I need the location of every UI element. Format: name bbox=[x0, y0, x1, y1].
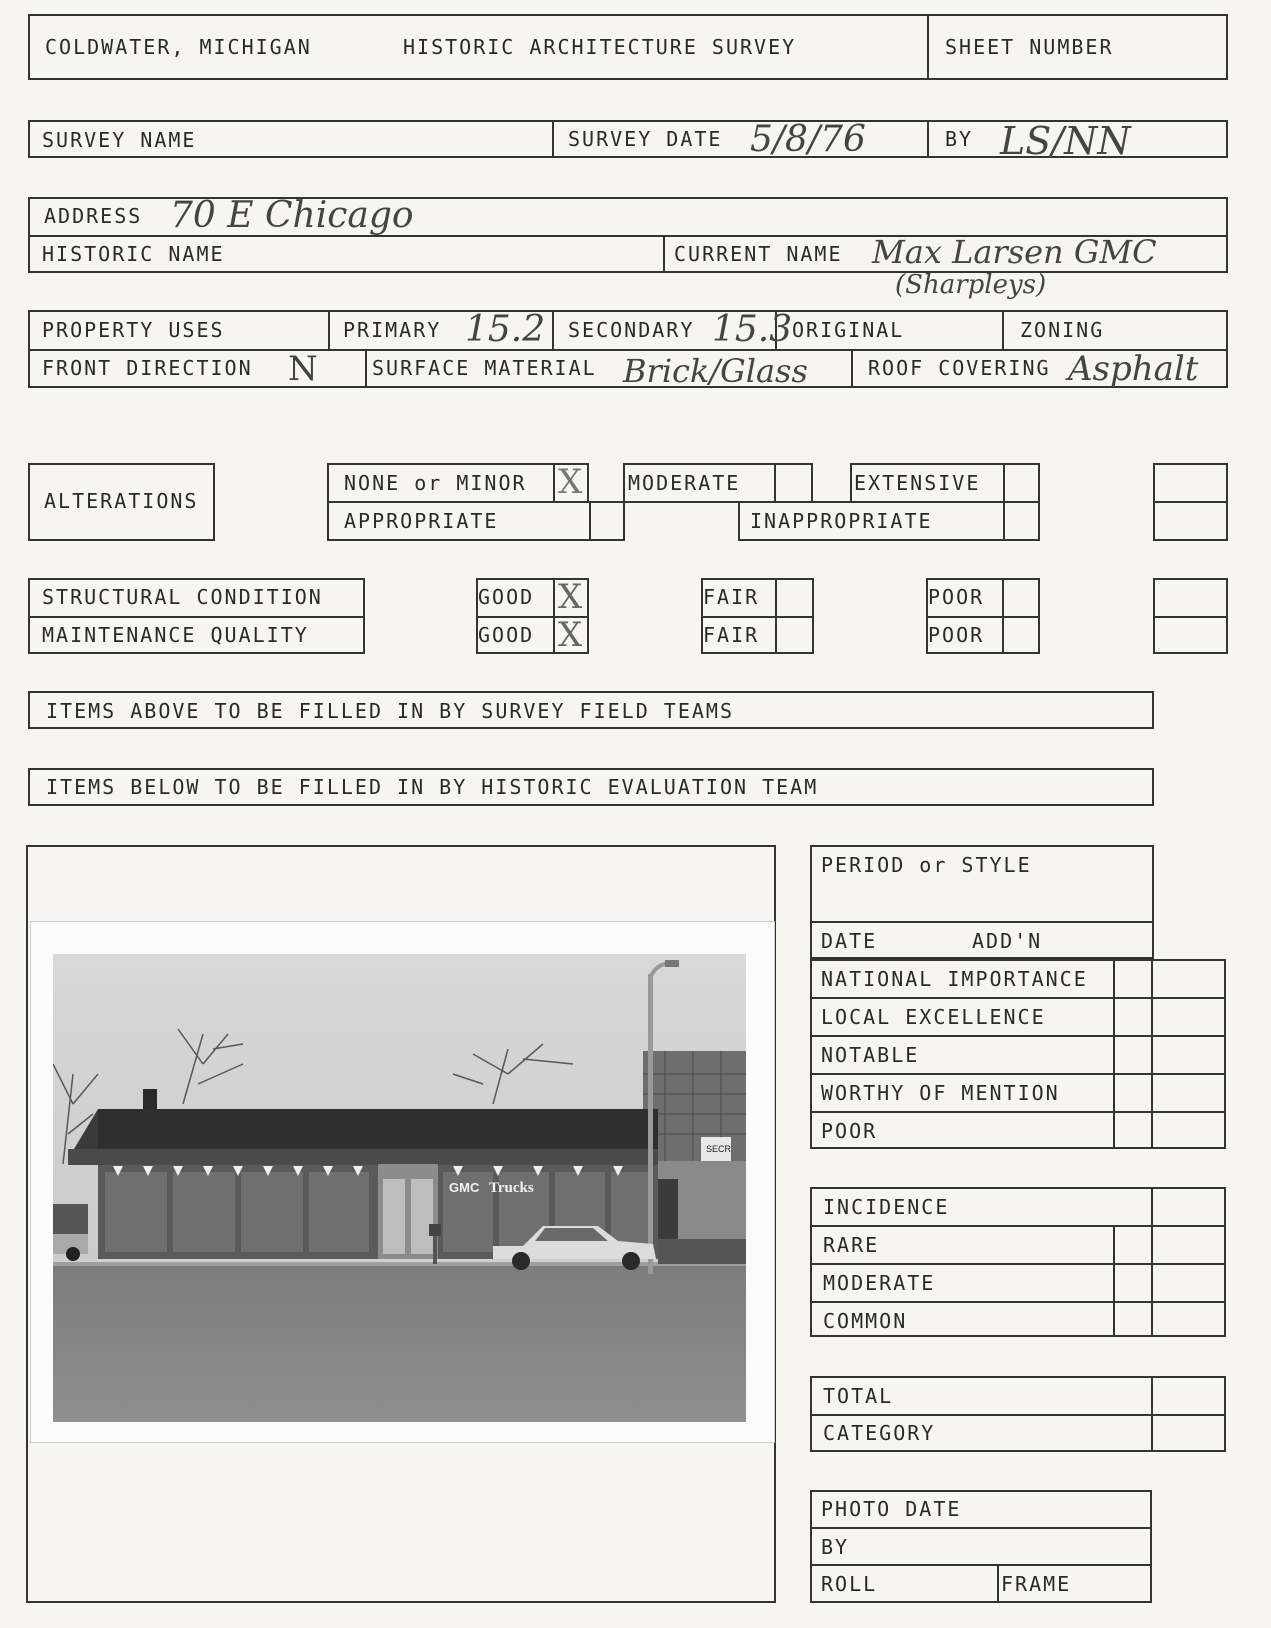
rare-label: RARE bbox=[823, 1233, 880, 1257]
extensive-label: EXTENSIVE bbox=[854, 471, 981, 495]
address-label: ADDRESS bbox=[44, 204, 143, 228]
address-value[interactable]: 70 E Chicago bbox=[170, 195, 414, 236]
primary-value[interactable]: 15.2 bbox=[465, 309, 546, 350]
photo-date-label: PHOTO DATE bbox=[821, 1497, 962, 1521]
survey-by-value[interactable]: LS/NN bbox=[1000, 119, 1131, 163]
period-style-label: PERIOD or STYLE bbox=[821, 853, 1032, 877]
photo-by-label: BY bbox=[821, 1535, 850, 1559]
structural-poor-label: POOR bbox=[928, 585, 985, 609]
inappropriate-checkbox[interactable] bbox=[1003, 501, 1040, 541]
inappropriate-label: INAPPROPRIATE bbox=[750, 509, 933, 533]
surface-material-label: SURFACE MATERIAL bbox=[372, 356, 597, 380]
addn-label: ADD'N bbox=[972, 929, 1043, 953]
alterations-label: ALTERATIONS bbox=[44, 489, 199, 513]
header-divider bbox=[927, 14, 929, 80]
extensive-checkbox[interactable] bbox=[1003, 463, 1040, 503]
none-minor-label: NONE or MINOR bbox=[344, 471, 527, 495]
trucks-sign: Trucks bbox=[489, 1180, 534, 1196]
date-label: DATE bbox=[821, 929, 878, 953]
city-label: COLDWATER, MICHIGAN bbox=[45, 35, 312, 59]
items-below-text: ITEMS BELOW TO BE FILLED IN BY HISTORIC EVALUATION TEAM bbox=[46, 775, 819, 799]
side-sign: SECR bbox=[706, 1144, 732, 1154]
worthy-of-mention-label: WORTHY OF MENTION bbox=[821, 1081, 1060, 1105]
roll-label: ROLL bbox=[821, 1572, 878, 1596]
current-name-value[interactable]: Max Larsen GMC bbox=[872, 233, 1157, 271]
gmc-sign: GMC bbox=[449, 1180, 480, 1195]
zoning-label: ZONING bbox=[1020, 318, 1105, 342]
front-direction-value[interactable]: N bbox=[288, 349, 318, 389]
frame-label: FRAME bbox=[1001, 1572, 1072, 1596]
current-name-note[interactable]: (Sharpleys) bbox=[895, 270, 1047, 300]
maintenance-good-mark[interactable]: X bbox=[558, 615, 583, 655]
total-label: TOTAL bbox=[823, 1384, 894, 1408]
current-name-label: CURRENT NAME bbox=[674, 242, 843, 266]
building-photo bbox=[30, 921, 775, 1443]
items-above-text: ITEMS ABOVE TO BE FILLED IN BY SURVEY FIELD TEAMS bbox=[46, 699, 735, 723]
appropriate-label: APPROPRIATE bbox=[344, 509, 499, 533]
survey-name-label: SURVEY NAME bbox=[42, 128, 197, 152]
maintenance-good-label: GOOD bbox=[478, 623, 535, 647]
survey-date-value[interactable]: 5/8/76 bbox=[750, 119, 866, 160]
common-label: COMMON bbox=[823, 1309, 908, 1333]
surface-material-value[interactable]: Brick/Glass bbox=[623, 352, 808, 390]
survey-date-label: SURVEY DATE bbox=[568, 127, 723, 151]
structural-good-mark[interactable]: X bbox=[558, 577, 583, 617]
secondary-value[interactable]: 15.3 bbox=[712, 309, 793, 350]
notable-label: NOTABLE bbox=[821, 1043, 920, 1067]
structural-condition-label: STRUCTURAL CONDITION bbox=[42, 585, 323, 609]
sheet-number-label: SHEET NUMBER bbox=[945, 35, 1114, 59]
photo-scene bbox=[53, 954, 746, 1422]
poor-rating-label: POOR bbox=[821, 1119, 878, 1143]
form-title: HISTORIC ARCHITECTURE SURVEY bbox=[403, 35, 797, 59]
none-minor-mark: X bbox=[558, 462, 583, 502]
category-label: CATEGORY bbox=[823, 1421, 936, 1445]
property-uses-label: PROPERTY USES bbox=[42, 318, 225, 342]
maintenance-quality-label: MAINTENANCE QUALITY bbox=[42, 623, 309, 647]
moderate-incidence-label: MODERATE bbox=[823, 1271, 936, 1295]
moderate-label: MODERATE bbox=[628, 471, 741, 495]
original-label: ORIGINAL bbox=[792, 318, 905, 342]
secondary-label: SECONDARY bbox=[568, 318, 695, 342]
moderate-checkbox[interactable] bbox=[774, 463, 813, 503]
roof-covering-label: ROOF COVERING bbox=[868, 356, 1051, 380]
national-importance-label: NATIONAL IMPORTANCE bbox=[821, 967, 1088, 991]
structural-good-label: GOOD bbox=[478, 585, 535, 609]
maintenance-poor-label: POOR bbox=[928, 623, 985, 647]
front-direction-label: FRONT DIRECTION bbox=[42, 356, 253, 380]
appropriate-checkbox[interactable] bbox=[589, 501, 625, 541]
maintenance-fair-label: FAIR bbox=[703, 623, 760, 647]
incidence-label: INCIDENCE bbox=[823, 1195, 950, 1219]
structural-fair-label: FAIR bbox=[703, 585, 760, 609]
roof-covering-value[interactable]: Asphalt bbox=[1068, 349, 1199, 389]
local-excellence-label: LOCAL EXCELLENCE bbox=[821, 1005, 1046, 1029]
survey-by-label: BY bbox=[945, 127, 974, 151]
historic-name-label: HISTORIC NAME bbox=[42, 242, 225, 266]
primary-label: PRIMARY bbox=[343, 318, 442, 342]
